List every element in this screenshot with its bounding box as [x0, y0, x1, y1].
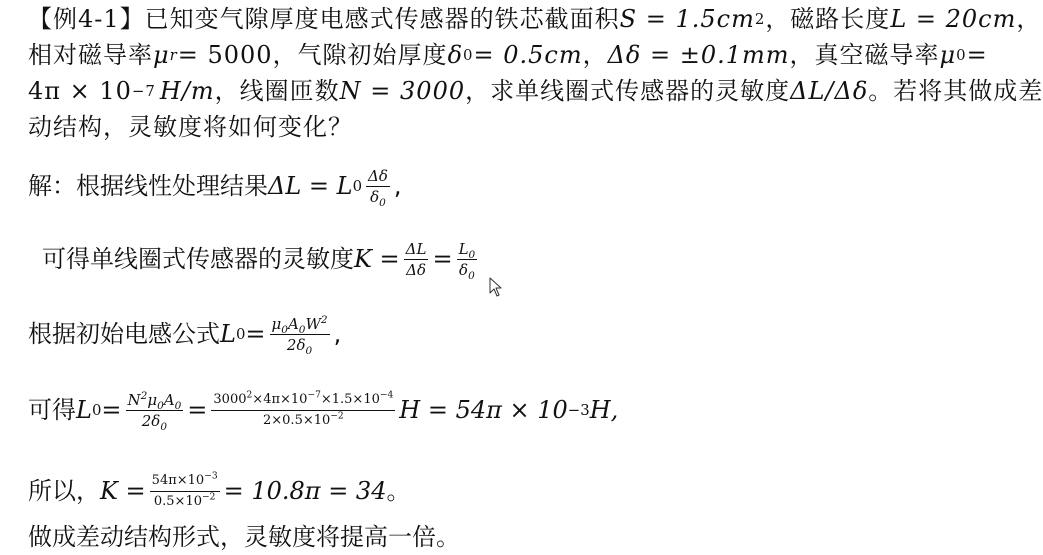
turns-value: N = 3000: [339, 77, 466, 105]
conclusion-text: 做成差动结构形式，灵敏度将提高一倍。: [28, 523, 460, 551]
sensitivity-symbol: K =: [354, 245, 400, 273]
fraction-l0-over-delta0: [457, 239, 478, 282]
fraction-bar: [457, 259, 478, 260]
fraction-denominator: $\delta_0$: [459, 260, 475, 282]
fraction-numeric-formula: [211, 391, 395, 430]
fraction-denominator: $2\times 0.5\times 10^{-2}$: [263, 411, 344, 428]
fraction-denominator: $2\delta_0$: [286, 335, 313, 357]
solution-text: 根据初始电感公式: [28, 320, 220, 348]
vacuum-permeability-symbol: μ: [939, 41, 957, 69]
solution-text: 所以，: [28, 477, 100, 505]
problem-text: ，真空磁导率: [789, 41, 940, 69]
fraction-inductance-formula: [270, 313, 330, 357]
problem-text: 【例4-1】已知变气隙厚度电感式传感器的铁芯截面积: [28, 5, 620, 33]
problem-text: ，气隙初始厚度: [272, 41, 448, 69]
solution-step-3: 根据初始电感公式 L 0 = $\frac{\mu_0A_0W^2}{2\delta_0}$ ,: [28, 313, 342, 357]
punctuation: ,: [393, 172, 402, 200]
fraction-symbolic-formula: [126, 389, 184, 433]
fraction-numerator: Δδ: [368, 166, 388, 185]
permeability-unit: H/m: [159, 77, 215, 105]
problem-line-4: [28, 112, 353, 142]
problem-text: ，: [1016, 5, 1042, 33]
equals-sign: =: [101, 396, 122, 424]
sensitivity-symbol: K =: [100, 477, 146, 505]
fraction-bar: [366, 186, 390, 187]
solution-step-4: 可得 L 0 = $\frac{N^2\mu_0A_0}{2\delta_0}$ = $\frac{3000^2\times 4\pi\times 10^{-7}\times 1.5\times 10^{-4}}{2\times 0.5\times 10^{-2}}$ H = 54π × 10 −3 H,: [28, 389, 619, 433]
sensitivity-ratio: ΔL/Δδ: [790, 77, 869, 105]
fraction-bar: [404, 259, 429, 260]
fraction-denominator: Δδ: [406, 260, 426, 279]
problem-text: ，: [582, 41, 608, 69]
fraction-numerator: $N^2\mu_0A_0$: [127, 389, 182, 412]
punctuation: 。: [386, 477, 411, 505]
problem-line-2: 相对磁导率 μ r = 5000 ，气隙初始厚度 δ 0 = 0.5cm ， Δδ = ±0.1mm ，真空磁导率 μ 0 =: [28, 41, 988, 69]
solution-text: 解：根据线性处理结果: [28, 172, 268, 200]
fraction-bar: [270, 334, 330, 335]
equals-sign: =: [187, 396, 208, 424]
inductance-change-expression: ΔL = L: [268, 172, 353, 200]
permeability-value: = 5000: [177, 41, 273, 69]
fraction-denominator: $0.5\times 10^{-2}$: [153, 492, 216, 509]
fraction-bar: [126, 410, 184, 411]
problem-text: 。若将其做成差: [868, 77, 1043, 105]
permeability-symbol: μ: [153, 41, 170, 69]
sensitivity-result: = 10.8π = 34: [223, 477, 387, 505]
problem-text: ，磁路长度: [765, 5, 891, 33]
fraction-dl-over-dd: [404, 240, 429, 279]
problem-line-3: 4π × 10 −7 H/m ，线圈匝数 N = 3000 ，求单线圈式传感器的灵敏度 ΔL/Δδ 。若将其做成差: [28, 77, 1043, 105]
fraction-numerator: ΔL: [405, 239, 427, 258]
problem-text: 动结构，灵敏度将如何变化？: [28, 113, 353, 141]
path-length-value: L = 20cm: [890, 5, 1017, 33]
solution-step-2: [42, 233, 481, 285]
problem-text: ，求单线圈式传感器的灵敏度: [465, 77, 791, 105]
solution-step-1: 解：根据线性处理结果 ΔL = L 0 $\frac{\Delta\delta}{\delta_0}$ ,: [28, 166, 402, 209]
problem-line-1: 【例4-1】已知变气隙厚度电感式传感器的铁芯截面积 S = 1.5cm 2 ，磁路长度 L = 20cm ，: [28, 5, 1042, 33]
fraction-numerator: $\mu_0A_0W^2$: [271, 313, 328, 336]
equals-sign: =: [432, 245, 453, 273]
solution-text: 可得单线圈式传感器的灵敏度: [42, 245, 354, 273]
fraction-denominator: $2\delta_0$: [141, 411, 168, 433]
area-value: S = 1.5cm: [619, 5, 755, 33]
fraction-denominator: $\delta_0$: [370, 187, 386, 209]
result-unit: H,: [589, 396, 619, 424]
gap-change-value: Δδ = ±0.1mm: [607, 41, 790, 69]
solution-step-5: [28, 464, 410, 518]
fraction-numerator: $L_0$: [458, 239, 476, 261]
fraction-delta-over-delta0: [366, 166, 390, 209]
gap-value: = 0.5cm: [473, 41, 583, 69]
solution-text: 可得: [28, 396, 76, 424]
fraction-bar: [211, 410, 395, 411]
initial-inductance-symbol: L: [220, 320, 236, 348]
vacuum-permeability-value: 4π × 10: [28, 77, 132, 105]
solution-step-6: [28, 522, 460, 552]
fraction-numerator: $54\pi\times 10^{-3}$: [151, 471, 218, 488]
mouse-cursor-icon: [489, 277, 503, 297]
inductance-result: H = 54π × 10: [399, 396, 568, 424]
initial-inductance-symbol: L: [76, 396, 92, 424]
problem-text: 相对磁导率: [28, 41, 153, 69]
gap-symbol: δ: [447, 41, 464, 69]
problem-text: ，线圈匝数: [214, 77, 340, 105]
fraction-numerator: $3000^2\times 4\pi\times 10^{-7}\times 1.5\times 10^{-4}$: [213, 390, 394, 407]
punctuation: ,: [333, 320, 342, 348]
fraction-sensitivity-numeric: [150, 472, 220, 511]
equals-sign: =: [245, 320, 266, 348]
equals-sign: =: [966, 41, 988, 69]
